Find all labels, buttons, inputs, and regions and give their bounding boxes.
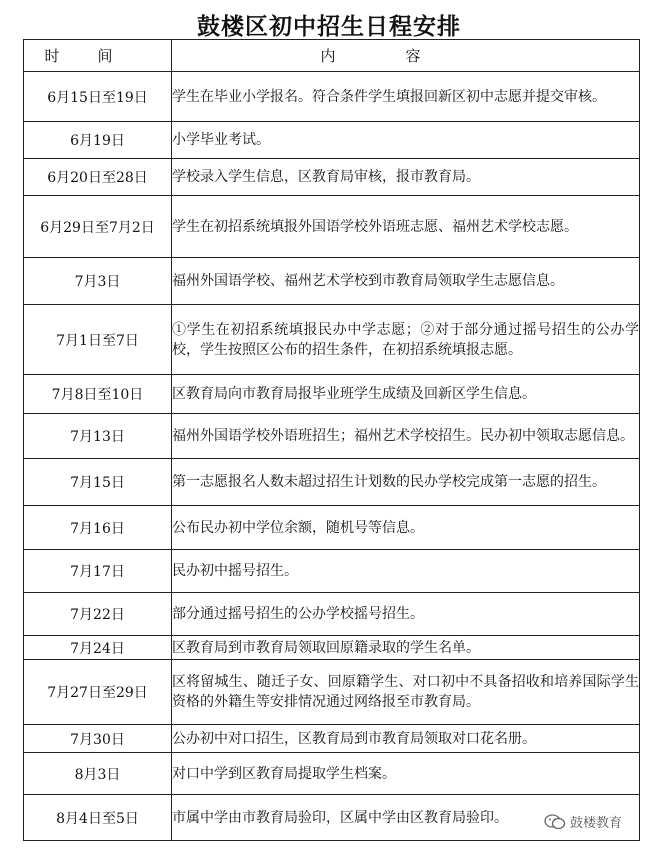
table-row	[24, 725, 640, 753]
table-row	[24, 414, 640, 459]
schedule-table	[23, 39, 640, 841]
row-content: 学校录入学生信息，区教育局审核，报市教育局。	[172, 159, 640, 196]
row-content: 福州外国语学校外语班招生；福州艺术学校招生。民办初中领取志愿信息。	[172, 414, 640, 459]
row-content: 学生在初招系统填报外国语学校外语班志愿、福州艺术学校志愿。	[172, 196, 640, 258]
row-time: 7月8日至10日	[24, 375, 172, 414]
row-content: 区教育局到市教育局领取回原籍录取的学生名单。	[172, 636, 640, 660]
watermark-text: 鼓楼教育	[570, 816, 623, 831]
header-time: 时间	[24, 40, 172, 72]
table-row	[24, 660, 640, 725]
row-content: 公布民办初中学位余额，随机号等信息。	[172, 506, 640, 550]
row-content: 第一志愿报名人数未超过招生计划数的民办学校完成第一志愿的招生。	[172, 459, 640, 506]
table-row	[24, 122, 640, 159]
row-time: 7月3日	[24, 258, 172, 305]
row-time: 6月29日至7月2日	[24, 196, 172, 258]
row-time: 6月15日至19日	[24, 72, 172, 122]
row-time: 6月19日	[24, 122, 172, 159]
table-row	[24, 506, 640, 550]
table-row	[24, 753, 640, 795]
row-content: 市属中学由市教育局验印，区属中学由区教育局验印。	[172, 795, 640, 841]
row-time: 7月1日至7日	[24, 305, 172, 375]
row-content: 区将留城生、随迁子女、回原籍学生、对口初中不具备招收和培养国际学生资格的外籍生等安排情况通过网络报至市教育局。	[172, 660, 640, 725]
row-time: 7月13日	[24, 414, 172, 459]
row-content: 公办初中对口招生，区教育局到市教育局领取对口花名册。	[172, 725, 640, 753]
table-row	[24, 196, 640, 258]
wechat-icon	[544, 814, 566, 830]
table-header-row	[24, 40, 640, 72]
table-row	[24, 550, 640, 593]
page-title: 鼓楼区初中招生日程安排	[197, 14, 461, 40]
table-row	[24, 593, 640, 636]
row-time: 7月15日	[24, 459, 172, 506]
watermark	[544, 812, 622, 831]
table-row	[24, 636, 640, 660]
row-content: 对口中学到区教育局提取学生档案。	[172, 753, 640, 795]
row-time: 7月24日	[24, 636, 172, 660]
row-content: 学生在毕业小学报名。符合条件学生填报回新区初中志愿并提交审核。	[172, 72, 640, 122]
row-content: 民办初中摇号招生。	[172, 550, 640, 593]
table-row	[24, 305, 640, 375]
table-row	[24, 459, 640, 506]
row-content: 福州外国语学校、福州艺术学校到市教育局领取学生志愿信息。	[172, 258, 640, 305]
header-content: 内容	[172, 40, 640, 72]
row-time: 7月27日至29日	[24, 660, 172, 725]
row-time: 7月17日	[24, 550, 172, 593]
table-row	[24, 258, 640, 305]
row-content: ①学生在初招系统填报民办中学志愿；②对于部分通过摇号招生的公办学校，学生按照区公布的招生条件，在初招系统填报志愿。	[172, 305, 640, 375]
table-row	[24, 72, 640, 122]
row-content: 部分通过摇号招生的公办学校摇号招生。	[172, 593, 640, 636]
row-time: 6月20日至28日	[24, 159, 172, 196]
row-time: 7月22日	[24, 593, 172, 636]
row-time: 8月3日	[24, 753, 172, 795]
table-row	[24, 159, 640, 196]
row-time: 7月16日	[24, 506, 172, 550]
row-content: 区教育局向市教育局报毕业班学生成绩及回新区学生信息。	[172, 375, 640, 414]
row-time: 7月30日	[24, 725, 172, 753]
row-time: 8月4日至5日	[24, 795, 172, 841]
table-row	[24, 375, 640, 414]
row-content: 小学毕业考试。	[172, 122, 640, 159]
